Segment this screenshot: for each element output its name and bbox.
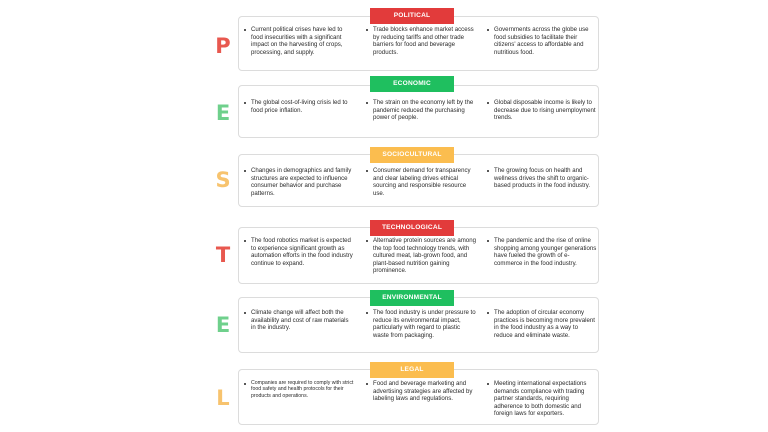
sociocultural-item-3: The growing focus on health and wellness drives the shift to organic-based products in the food industry. [487,167,597,190]
technological-item-3: The pandemic and the rise of online shopping among younger generations have fueled the growth of e-commerce in the food industry. [487,237,597,267]
letter-e-economic: E [215,101,231,125]
technological-item-2: Alternative protein sources are among the top food technology trends, with cultured meat, lab-grown food, and plant-based nutrition gaining prominence. [366,237,476,275]
environmental-item-1: Climate change will affect both the availability and cost of raw materials in the industry. [244,309,354,332]
environmental-label: ENVIRONMENTAL [370,290,454,306]
economic-label: ECONOMIC [370,76,454,92]
economic-item-1: The global cost-of-living crisis led to food price inflation. [244,99,354,114]
technological-label: TECHNOLOGICAL [370,220,454,236]
political-item-2: Trade blocks enhance market access by reducing tariffs and other trade barriers for food and beverage products. [366,26,476,56]
political-item-3: Governments across the globe use food subsidies to facilitate their citizens' access to affordable and nutritious food. [487,26,597,56]
sociocultural-item-2: Consumer demand for transparency and clear labeling drives ethical sourcing and responsible resource use. [366,167,476,197]
economic-item-2: The strain on the economy left by the pandemic reduced the purchasing power of people. [366,99,476,122]
sociocultural-item-1: Changes in demographics and family structures are expected to influence consumer behavior and purchase patterns. [244,167,354,197]
legal-item-2: Food and beverage marketing and advertising strategies are affected by labeling laws and regulations. [366,380,476,403]
letter-s: S [215,168,231,192]
legal-item-3: Meeting international expectations demands compliance with trading partner standards, requiring adherence to both domestic and foreign laws for exporters. [487,380,597,418]
letter-l: L [216,386,230,410]
letter-e-environmental: E [215,313,231,337]
political-label: POLITICAL [370,8,454,24]
economic-item-3: Global disposable income is likely to decrease due to rising unemployment trends. [487,99,597,122]
political-item-1: Current political crises have led to food insecurities with a significant impact on the harvesting of crops, processing, and supply. [244,26,354,56]
letter-p: P [215,34,231,58]
letter-t: T [215,243,231,267]
environmental-item-2: The food industry is under pressure to reduce its environmental impact, particularly with regard to plastic waste from packaging. [366,309,476,339]
legal-label: LEGAL [370,362,454,378]
environmental-item-3: The adoption of circular economy practices is becoming more prevalent in the food industry as a way to reduce and eliminate waste. [487,309,597,339]
legal-item-1: Companies are required to comply with strict food safety and health protocols for their products and operations. [244,380,360,399]
sociocultural-label: SOCIOCULTURAL [370,147,454,163]
technological-item-1: The food robotics market is expected to experience significant growth as automation efforts in the food industry continue to expand. [244,237,354,267]
